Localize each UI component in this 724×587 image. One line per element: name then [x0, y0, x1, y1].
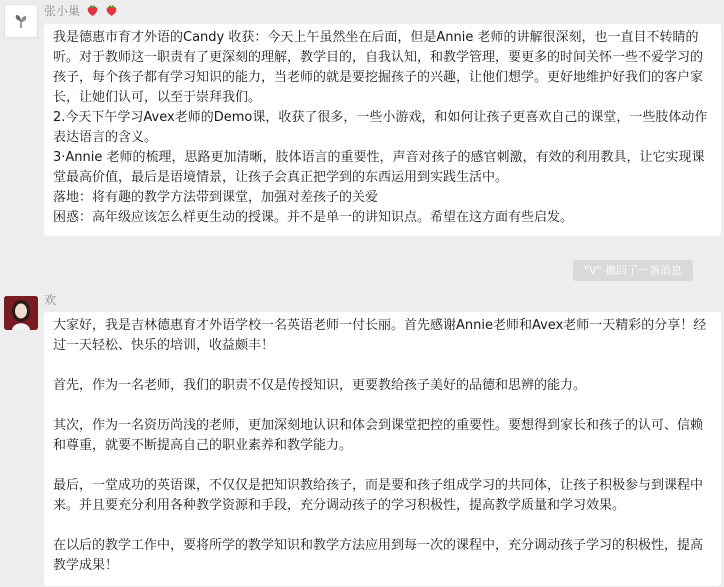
strawberry-icon: [86, 3, 99, 17]
strawberry-icon: [105, 3, 118, 17]
message-bubble[interactable]: [44, 24, 721, 236]
message-paragraph: 落地：将有趣的教学方法带到课堂，加强对差孩子的关爱: [53, 190, 379, 205]
sender-name: 欢: [44, 293, 57, 307]
avatar[interactable]: [4, 296, 38, 330]
plant-icon: [14, 13, 28, 29]
paragraph-spacer: [53, 396, 712, 416]
message-paragraph: 大家好，我是吉林德惠育才外语学校一名英语老师一付长丽。首先感谢Annie老师和Avex老师一天精彩的分享！经过一天轻松、快乐的培训，收益颇丰！: [53, 318, 707, 353]
message-paragraph: 首先，作为一名老师，我们的职责不仅是传授知识，更要教给孩子美好的品德和思辨的能力。: [53, 378, 587, 393]
recall-notice: "V" 撤回了一条消息: [573, 260, 693, 281]
message-paragraph: 其次，作为一名资历尚浅的老师，更加深刻地认识和体会到课堂把控的重要性。要想得到家长和孩子的认可、信赖和尊重，就要不断提高自己的职业素养和教学能力。: [53, 418, 704, 453]
message-paragraph: 2.今天下午学习Avex老师的Demo课，收获了很多，一些小游戏，和如何让孩子更喜欢自己的课堂，一些肢体动作表达语言的含义。: [53, 110, 708, 145]
message-paragraph: 我是德惠市育才外语的Candy 收获：今天上午虽然坐在后面，但是Annie 老师的讲解很深刻，也一直目不转睛的听。对于教师这一职责有了更深刻的理解，教学目的，自我认知，和教学管理，要更多的时间关怀一些不爱学习的孩子，每个孩子都有学习知识的能力，当老师的就是要挖掘孩子的兴趣，让他们想学。更好地维护好我们的客户家长，让她们认可，以至于崇拜我们。: [53, 30, 704, 105]
person-portrait-icon: [4, 296, 38, 330]
paragraph-spacer: [53, 516, 712, 536]
message-paragraph: 困惑：高年级应该怎么样更生动的授课。并不是单一的讲知识点。希望在这方面有些启发。: [53, 210, 574, 225]
message-paragraph: 在以后的教学工作中，要将所学的教学知识和教学方法应用到每一次的课程中，充分调动孩子学习的积极性，提高教学成果！: [53, 538, 704, 573]
message-paragraph: 最后，一堂成功的英语课，不仅仅是把知识教给孩子，而是要和孩子组成学习的共同体，让孩子积极参与到课程中来。并且要充分利用各种教学资源和手段，充分调动孩子的学习积极性，提高教学质量和学习效果。: [53, 478, 704, 513]
paragraph-spacer: [53, 356, 712, 376]
message-paragraph: 3·Annie 老师的梳理，思路更加清晰，肢体语言的重要性，声音对孩子的感官刺激，有效的利用教具，让它实现课堂最高价值，最后是语境情景，让孩子会真正把学到的东西运用到实践生活中。: [53, 150, 705, 185]
avatar[interactable]: [4, 4, 38, 38]
message-bubble[interactable]: [44, 312, 721, 586]
paragraph-spacer: [53, 456, 712, 476]
sender-name: 张小巢: [44, 2, 118, 19]
